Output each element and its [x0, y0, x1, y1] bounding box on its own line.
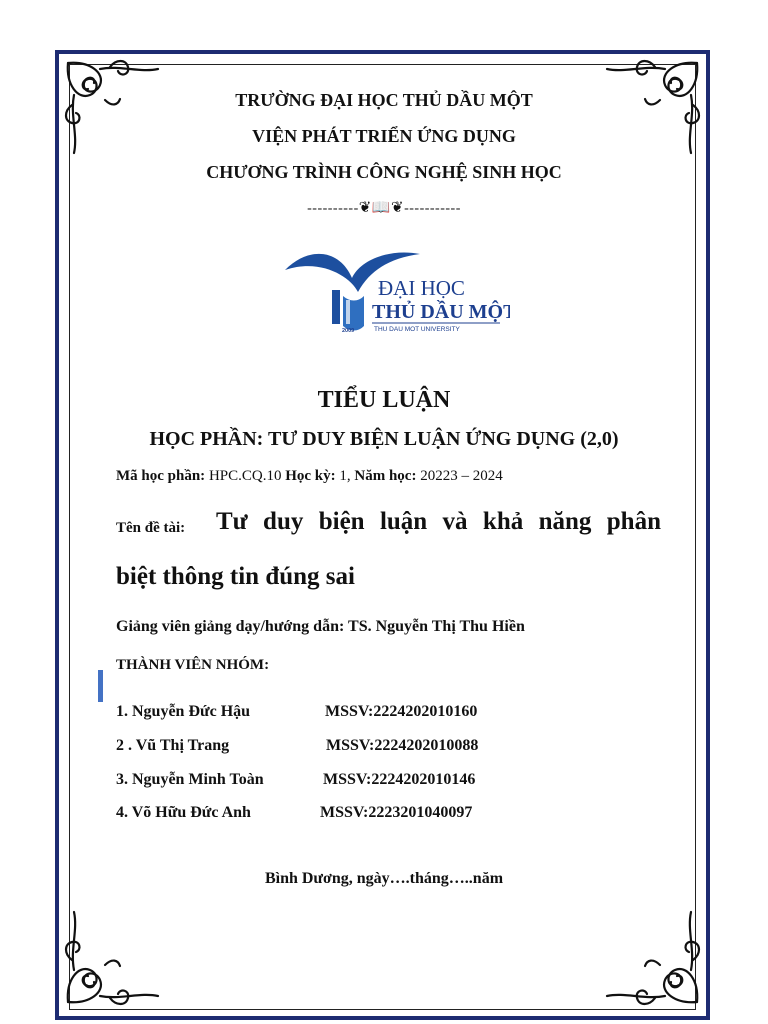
member-id: MSSV:2224202010088 [326, 737, 479, 754]
institute-name: VIỆN PHÁT TRIỂN ỨNG DỤNG [252, 126, 516, 146]
book-ornament-icon: ❦📖❦ [358, 200, 405, 216]
member-name: 4. Võ Hữu Đức Anh [116, 804, 251, 821]
topic-line-1: Tư duy biện luận và khả năng phân [216, 508, 661, 535]
university-name: TRƯỜNG ĐẠI HỌC THỦ DẦU MỘT [235, 90, 533, 110]
course-code-label: Mã học phần: [116, 468, 206, 484]
corner-ornament-bottom-right [600, 905, 705, 1010]
course-title: HỌC PHẦN: TƯ DUY BIỆN LUẬN ỨNG DỤNG (2,0) [149, 428, 619, 450]
member-name: 3. Nguyễn Minh Toàn [116, 771, 264, 788]
semester-label: Học kỳ: [285, 468, 336, 484]
university-logo [280, 240, 510, 335]
logo-english-name: THU DAU MOT UNIVERSITY [374, 326, 460, 333]
corner-ornament-bottom-left [60, 905, 165, 1010]
semester-value: 1, [339, 468, 351, 484]
logo-text-line1: ĐẠI HỌC [378, 276, 465, 300]
school-year-label: Năm học: [354, 468, 417, 484]
topic-label: Tên đề tài: [116, 520, 186, 536]
member-name: 2 . Vũ Thị Trang [116, 737, 230, 754]
text-cursor-marker [98, 670, 103, 702]
member-name: 1. Nguyễn Đức Hậu [116, 703, 251, 720]
advisor-line: Giảng viên giảng dạy/hướng dẫn: TS. Nguyễn Thị Thu Hiền [116, 618, 525, 635]
members-heading: THÀNH VIÊN NHÓM: [116, 657, 270, 673]
divider-right: ----------- [404, 201, 461, 216]
school-year-value: 20223 – 2024 [420, 468, 503, 484]
course-code-value: HPC.CQ.10 [208, 468, 282, 484]
topic-line-2: biệt thông tin đúng sai [116, 563, 355, 590]
header-divider [0, 198, 768, 217]
place-date-line: Bình Dương, ngày….tháng…..năm [264, 870, 504, 887]
document-title: TIỂU LUẬN [317, 387, 451, 413]
logo-year: 2009 [342, 328, 355, 334]
program-name: CHƯƠNG TRÌNH CÔNG NGHỆ SINH HỌC [206, 162, 562, 182]
course-meta [116, 468, 503, 485]
divider-left: ---------- [307, 201, 359, 216]
member-id: MSSV:2223201040097 [320, 804, 473, 821]
logo-text-line2: THỦ DẦU MỘT [372, 301, 510, 323]
member-id: MSSV:2224202010146 [323, 771, 476, 788]
member-id: MSSV:2224202010160 [325, 703, 478, 720]
